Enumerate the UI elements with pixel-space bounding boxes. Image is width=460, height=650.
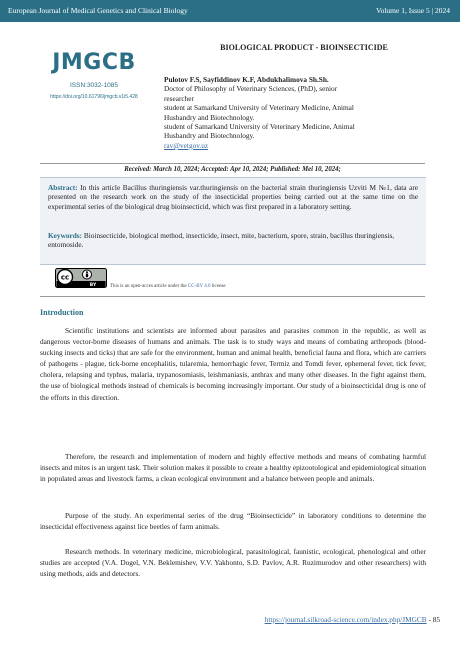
page-number: 85	[432, 615, 440, 624]
masthead	[34, 50, 154, 100]
cc-label: cc	[60, 273, 70, 282]
author-names: Pulotov F.S, Sayfiddinov K.F, Abdukhalimova Sh.Sh.	[164, 75, 329, 84]
journal-logo: JMGCB	[52, 50, 136, 75]
by-label: BY	[89, 283, 97, 288]
paragraph: Purpose of the study. An experimental series of the drug “Bioinsecticide” in laboratory conditions to determine the insecticidal effectiveness against lice beetles of farm animals.	[40, 511, 426, 532]
divider	[40, 163, 425, 164]
paragraph: Therefore, the research and implementation of modern and highly effective methods and means of combating harmful insects and mites is an urgent task. Their solution makes it possible to create a healthy epizootological and epidemiological situation in populated areas and livestock farms, a clean ecological environment and a balance between people and animals.	[40, 452, 426, 484]
keywords-label: Keywords:	[48, 231, 83, 240]
paragraph: Research methods. In veterinary medicine, microbiological, parasitological, faunistic, ecological, phenological and other studies are accepted (V.A. Dogel, V.N. Beklemishev, V.V. Yakhonto, S.D. Pavlov, A.R. Ruzimurodov and other researchers) with using methods, aids and detectors.	[40, 547, 426, 579]
abstract-text: In this article Bacillus thuringiensis var.thuringiensis on the bacterial strain thuringiensis Uzviti M №1, data are presented on the research work on the study of the insecticidal properties being carried out at the same time on the experimental series of the biological drug bioinsecticid, which was first prepared in a laboratory setting.	[48, 183, 418, 211]
affiliation-line: researcher	[164, 93, 194, 103]
cc-by-badge-icon[interactable]	[55, 268, 107, 288]
license-link[interactable]: CC-BY 4.0	[187, 284, 211, 289]
keywords-text: Bioinsecticide, biological method, insecticide, insect, mite, bacterium, spore, strain, bacillus thuringiensis, entomoside.	[48, 231, 395, 250]
volume-issue: Volume 1, Issue 5 | 2024	[376, 6, 450, 15]
affiliation-line: Husbandry and Biotechnology.	[164, 131, 255, 141]
abstract-box	[40, 177, 426, 265]
author-email[interactable]: rav@vetgov.uz	[164, 140, 209, 150]
paragraph: Scientific institutions and scientists are informed about parasites and parasites common in the republic, as well as dangerous vector-borne diseases of humans and animals. The task is to study ways and means of combating arthropods (blood-sucking insects and ticks) that are safe for the environment, human and animal health, beneficial fauna and flora, which are carriers of pathogens - plague, tick-borne encephalitis, tularemia, hemorrhagic fever, Termiz and Tomdi fever, ephemeral fever, tick fever, cholera, relapsing and typhus, malaria, trypanosomiasis, leishmaniasis, anthrax and many other diseases. In the fight against them, the use of biological methods instead of chemicals is becoming increasingly important. Our study of a bioinsecticidal drug is one of the efforts in this direction.	[40, 326, 426, 402]
abstract-label: Abstract:	[48, 183, 78, 192]
journal-header-bar	[0, 0, 460, 22]
affiliation-line: student of Samarkand University of Veterinary Medicine, Animal	[164, 122, 355, 132]
divider	[40, 296, 425, 297]
author-block	[164, 75, 419, 150]
issn: ISSN:3032-1085	[69, 82, 119, 89]
affiliation-line: student at Samarkand University of Veterinary Medicine, Animal	[164, 103, 354, 113]
dates-line: Received: March 10, 2024; Accepted: Apr 10, 2024; Published: Mei 10, 2024;	[124, 166, 341, 173]
affiliation-line: Doctor of Philosophy of Veterinary Sciences, (PhD), senior	[164, 84, 338, 94]
footer-url[interactable]: https://journal.silkroad-science.com/index.php/JMGCB	[264, 615, 427, 624]
abstract	[48, 183, 418, 211]
doi-link[interactable]: https://doi.org/10.61796/jmgcb.v1i5.428	[50, 94, 138, 100]
journal-name: European Journal of Medical Genetics and Clinical Biology	[8, 6, 188, 15]
page-footer: https://journal.silkroad-science.com/index.php/JMGCB - 85	[264, 615, 440, 624]
article-title: BIOLOGICAL PRODUCT - BIOINSECTICIDE	[220, 43, 388, 52]
section-heading-introduction: Introduction	[40, 308, 84, 317]
license-text: This is an open-acces article under the CC-BY 4.0 license	[110, 284, 226, 289]
affiliation-line: Husbandry and Biotechnology.	[164, 112, 255, 122]
keywords	[48, 231, 418, 250]
